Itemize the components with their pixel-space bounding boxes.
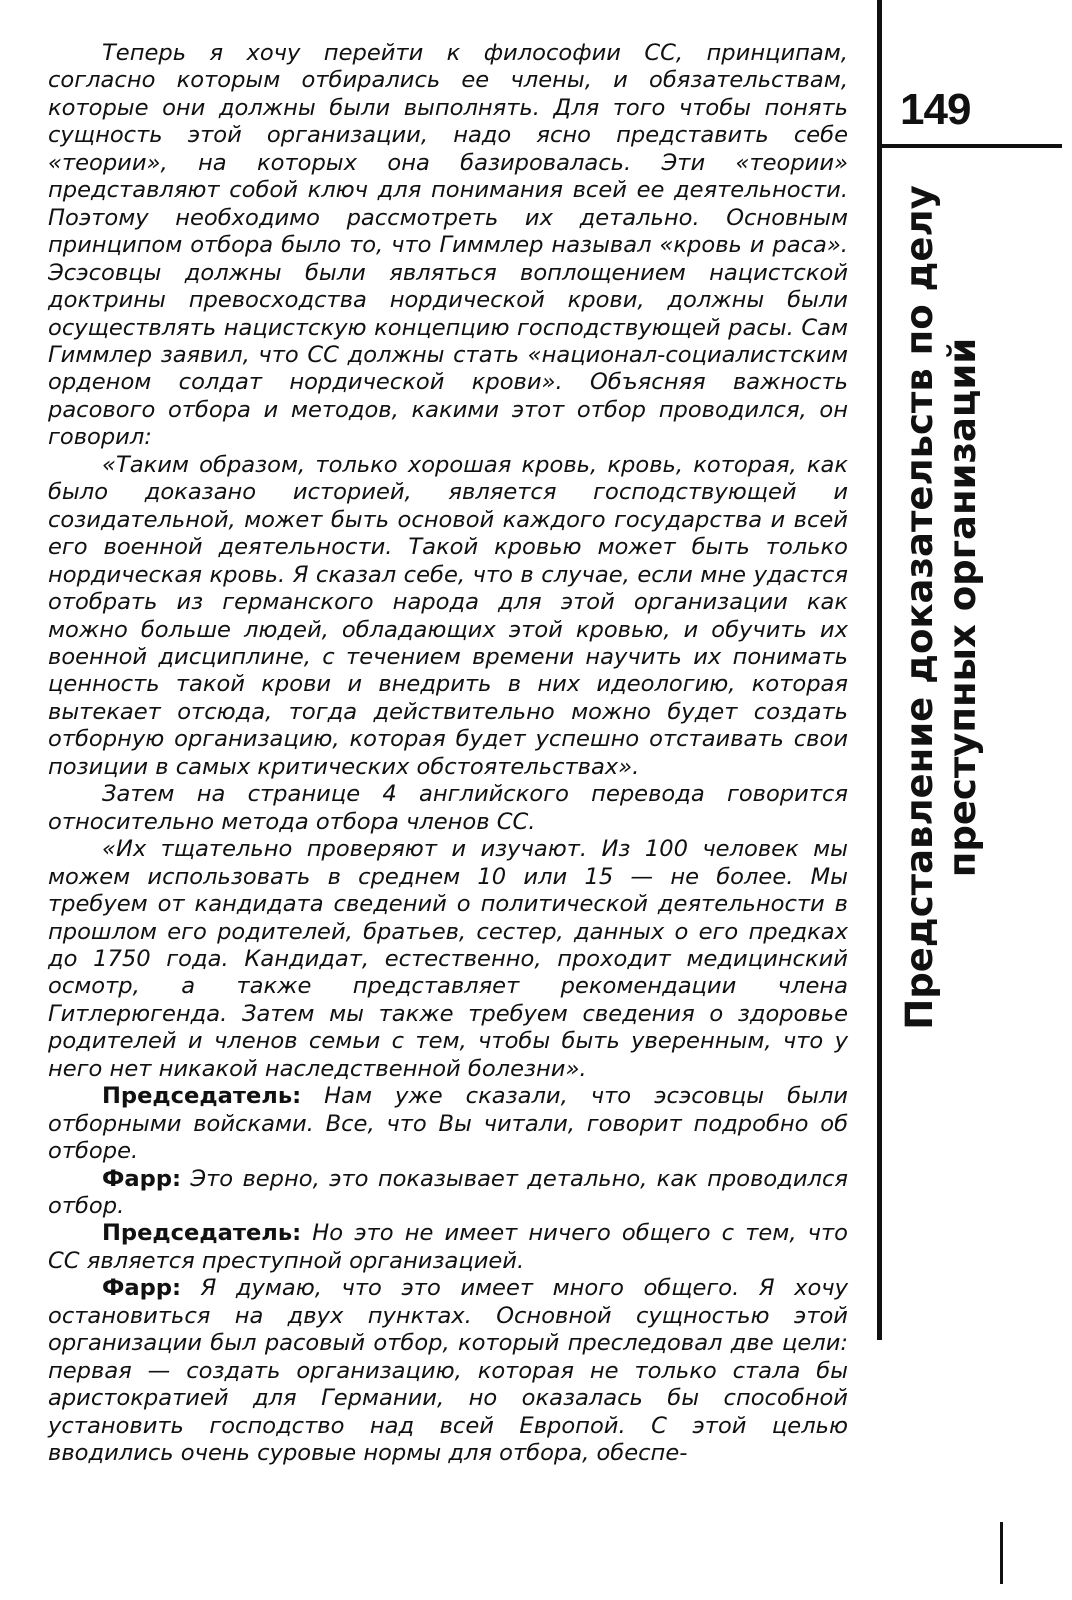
page-number: 149 (900, 85, 971, 134)
running-title-line-2: преступных организаций (941, 337, 984, 878)
speaker-label: Председатель: (102, 1220, 302, 1247)
speaker-label: Председатель: (102, 1083, 302, 1110)
dialogue-paragraph (48, 1220, 848, 1275)
dialogue-paragraph (48, 1166, 848, 1221)
margin-mark (1000, 1522, 1003, 1584)
body-paragraph: Затем на странице 4 английского перевода говорится относительно метода отбора членов СС. (48, 781, 848, 835)
body-paragraph: Теперь я хочу перейти к философии СС, принципам, согласно которым отбирались ее члены, и обязательствам, которые они должны были выполнять. Для того чтобы понять сущность этой организации, надо ясно представить себе «теории», на которых она базировалась. Эти «теории» представляют собой ключ для понимания всей ее деятельности. Поэтому необходимо рассмотреть их детально. Основным принципом отбора было то, что Гиммлер называл «кровь и раса». Эсэсовцы должны были являться воплощением нацистской доктрины превосходства нордической крови, должны были осуществлять нацистскую концепцию господствующей расы. Сам Гиммлер заявил, что СС должны стать «национал-социалистским орденом солдат нордической крови». Объясняя важность расового отбора и методов, какими этот отбор проводился, он говорил: (48, 40, 848, 451)
speaker-label: Фарр: (102, 1165, 182, 1192)
vertical-divider (877, 0, 882, 1340)
speaker-label: Фарр: (102, 1275, 182, 1302)
dialogue-paragraph (48, 1275, 848, 1467)
running-title-line-1: Представление доказательств по делу (898, 185, 941, 1030)
page-number-underline (880, 144, 1062, 148)
dialogue-text: Я думаю, что это имеет много общего. Я хочу остановиться на двух пунктах. Основной сущностью этой организации был расовый отбор, который преследовал две цели: первая — создать организацию, которая не только стала бы аристократией для Германии, но оказалась бы способной установить господство над всей Европой. С этой целью вводились очень суровые нормы для отбора, обеспе- (48, 1275, 848, 1467)
dialogue-text: Нам уже сказали, что эсэсовцы были отборными войсками. Все, что Вы читали, говорит подробно об отборе. (48, 1083, 848, 1165)
quote-paragraph: «Их тщательно проверяют и изучают. Из 100 человек мы можем использовать в среднем 10 или 15 — не более. Мы требуем от кандидата сведений о политической деятельности в прошлом его родителей, братьев, сестер, данных о его предках до 1750 года. Кандидат, естественно, проходит медицинский осмотр, а также представляет рекомендации члена Гитлерюгенда. Затем мы также требуем сведения о здоровье родителей и членов семьи с тем, чтобы быть уверенным, что у него нет никакой наследственной болезни». (48, 836, 848, 1082)
dialogue-text: Это верно, это показывает детально, как проводился отбор. (48, 1165, 848, 1220)
dialogue-paragraph (48, 1083, 848, 1165)
quote-paragraph: «Таким образом, только хорошая кровь, кровь, которая, как было доказано историей, является господствующей и созидательной, может быть основой каждого государства и всей его военной деятельности. Такой кровью может быть только нордическая кровь. Я сказал себе, что в случае, если мне удастся отобрать из германского народа для этой организации как можно больше людей, обладающих этой кровью, и обучить их военной дисциплине, с течением времени научить их понимать ценность такой крови и внедрить в них идеологию, которая вытекает отсюда, тогда действительно можно будет создать отборную организацию, которая будет успешно отстаивать свои позиции в самых критических обстоятельствах». (48, 451, 848, 780)
dialogue-text: Но это не имеет ничего общего с тем, что СС является преступной организацией. (48, 1220, 848, 1274)
main-text-column (48, 40, 848, 1468)
